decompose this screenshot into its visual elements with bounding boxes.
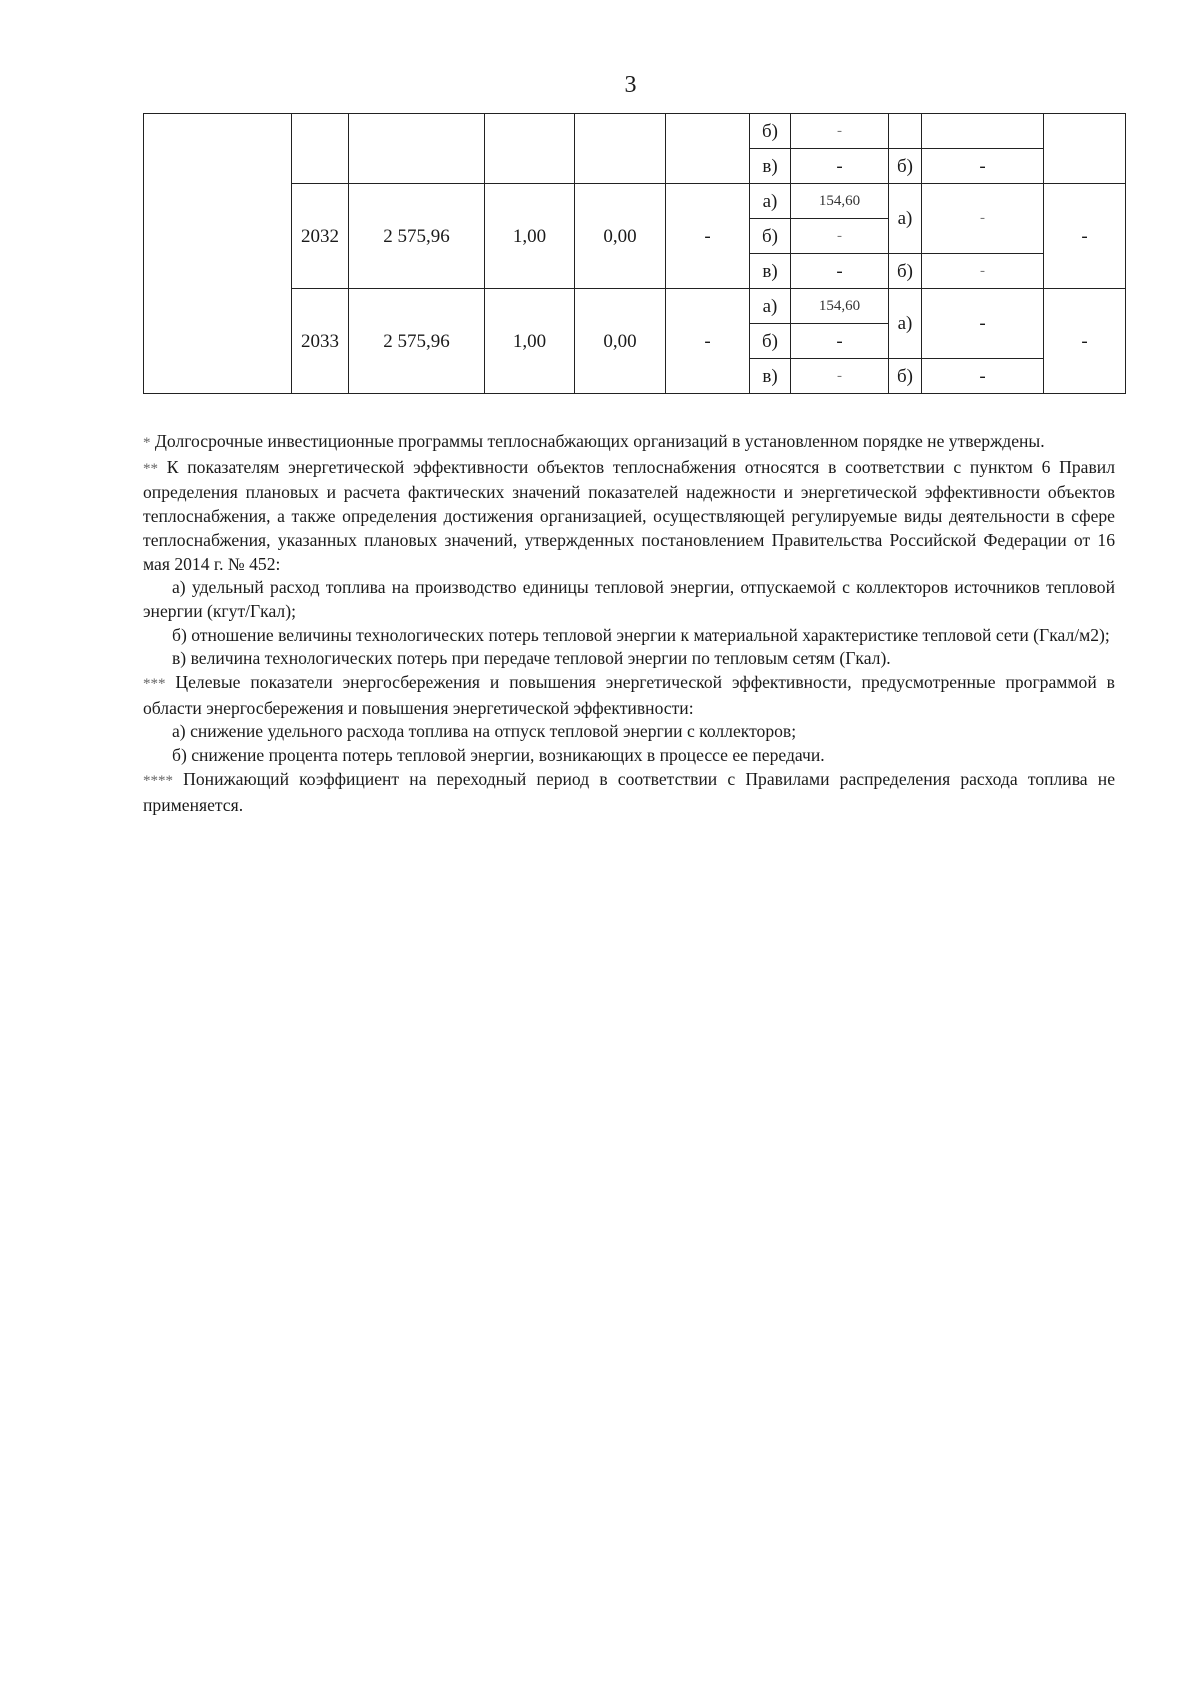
footnote-1 xyxy=(143,430,1115,456)
row-value: - xyxy=(791,114,889,149)
footnote-4 xyxy=(143,768,1115,817)
right-value xyxy=(922,114,1044,149)
value-cell: 2 575,96 xyxy=(349,289,485,394)
row-value: 154,60 xyxy=(791,184,889,219)
footnote-2-item-b: б) отношение величины технологических потерь тепловой энергии к материальной характеристике тепловой сети (Гкал/м2); xyxy=(172,624,1110,645)
empty-cell xyxy=(485,114,575,184)
value-cell: - xyxy=(666,184,750,289)
footnote-text: Долгосрочные инвестиционные программы теплоснабжающих организаций в установленном порядке не утверждены. xyxy=(150,431,1045,451)
footnote-text: Понижающий коэффициент на переходный период в соответствии с Правилами распределения расхода топлива не применяется. xyxy=(143,768,1115,815)
footnote-3 xyxy=(143,671,1115,720)
row-value: 154,60 xyxy=(791,289,889,324)
indicators-table xyxy=(143,113,1126,394)
row-letter: в) xyxy=(750,149,791,184)
row-letter: б) xyxy=(750,219,791,254)
empty-cell xyxy=(1044,114,1126,184)
empty-cell xyxy=(349,114,485,184)
value-cell: 1,00 xyxy=(485,184,575,289)
empty-cell xyxy=(292,114,349,184)
right-letter xyxy=(889,114,922,149)
footnote-text: К показателям энергетической эффективности объектов теплоснабжения относятся в соответствии с пунктом 6 Правил определения плановых и расчета фактических значений показателей надежности и энергетической эффективности объектов теплоснабжения, а также определения достижения организацией, осуществляющей регулируемые виды деятельности в сфере теплоснабжения, указанных плановых значений, утвержденных постановлением Правительства Российской Федерации от 16 мая 2014 г. № 452: xyxy=(143,456,1115,574)
footnotes xyxy=(143,430,1115,817)
table-row xyxy=(144,184,1126,219)
value-cell: 0,00 xyxy=(575,289,666,394)
row-letter: а) xyxy=(750,184,791,219)
right-letter: б) xyxy=(889,254,922,289)
footnote-mark: * xyxy=(143,435,151,451)
footnote-mark: ** xyxy=(143,460,158,477)
row-letter: б) xyxy=(750,114,791,149)
right-value: - xyxy=(922,149,1044,184)
empty-cell xyxy=(575,114,666,184)
table-row xyxy=(144,114,1126,149)
footnote-2-item-a: а) удельный расход топлива на производство единицы тепловой энергии, отпускаемой с коллекторов источников тепловой энергии (кгут/Гкал); xyxy=(143,577,1115,621)
right-value: - xyxy=(922,184,1044,254)
year-cell: 2033 xyxy=(292,289,349,394)
row-value: - xyxy=(791,324,889,359)
row-letter: б) xyxy=(750,324,791,359)
footnote-mark: *** xyxy=(143,676,166,693)
footnote-mark: **** xyxy=(143,772,173,789)
right-letter: а) xyxy=(889,184,922,254)
right-value: - xyxy=(922,289,1044,359)
footnote-text: Целевые показатели энергосбережения и повышения энергетической эффективности, предусмотренные программой в области энергосбережения и повышения энергетической эффективности: xyxy=(143,672,1115,718)
right-value: - xyxy=(922,254,1044,289)
value-cell: 2 575,96 xyxy=(349,184,485,289)
year-cell: 2032 xyxy=(292,184,349,289)
right-letter: б) xyxy=(889,149,922,184)
empty-cell xyxy=(144,114,292,394)
row-value: - xyxy=(791,149,889,184)
page-number: 3 xyxy=(624,72,637,98)
row-letter: в) xyxy=(750,254,791,289)
row-value: - xyxy=(791,219,889,254)
footnote-3-item-b: б) снижение процента потерь тепловой энергии, возникающих в процессе ее передачи. xyxy=(172,745,825,766)
row-value: - xyxy=(791,254,889,289)
right-letter: б) xyxy=(889,359,922,394)
last-cell: - xyxy=(1044,289,1126,394)
value-cell: 1,00 xyxy=(485,289,575,394)
row-letter: в) xyxy=(750,359,791,394)
right-letter: а) xyxy=(889,289,922,359)
last-cell: - xyxy=(1044,184,1126,289)
row-letter: а) xyxy=(750,289,791,324)
footnote-3-item-a: а) снижение удельного расхода топлива на отпуск тепловой энергии с коллекторов; xyxy=(172,721,797,742)
value-cell: - xyxy=(666,289,750,394)
right-value: - xyxy=(922,359,1044,394)
empty-cell xyxy=(666,114,750,184)
footnote-2 xyxy=(143,456,1115,577)
value-cell: 0,00 xyxy=(575,184,666,289)
footnote-2-item-c: в) величина технологических потерь при передаче тепловой энергии по тепловым сетям (Гкал). xyxy=(172,648,891,669)
table-row xyxy=(144,289,1126,324)
row-value: - xyxy=(791,359,889,394)
